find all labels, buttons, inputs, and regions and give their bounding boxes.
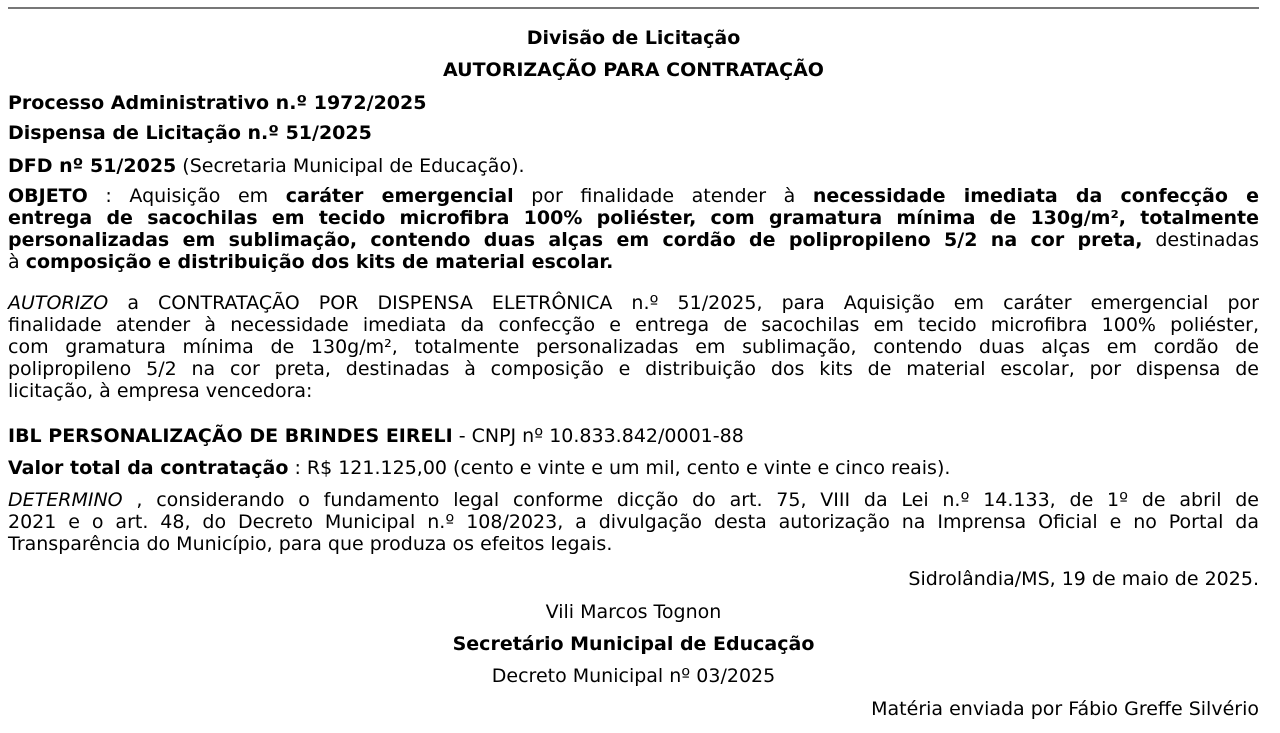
objeto-seg: destinadas bbox=[1142, 229, 1259, 252]
value-text: : R$ 121.125,00 (cento e vinte e um mil, cento e vinte e cinco reais). bbox=[288, 457, 951, 479]
objeto-paragraph bbox=[8, 185, 1259, 273]
autorizo-paragraph bbox=[8, 292, 1259, 402]
objeto-seg: por finalidade atender à bbox=[513, 185, 813, 207]
autorizo-seg: a CONTRATAÇÃO POR DISPENSA ELETRÔNICA n.º 51/2025, para Aquisição em caráter emergencial por bbox=[108, 292, 1259, 314]
objeto-line bbox=[8, 229, 1259, 251]
autorizo-seg: com gramatura mínima de 130g/m², totalmente personalizadas em sublimação, contendo duas alças em cordão de bbox=[8, 336, 1259, 359]
autorizo-line bbox=[8, 358, 1259, 380]
dispensa-number: Dispensa de Licitação n.º 51/2025 bbox=[8, 122, 372, 144]
objeto-seg: : Aquisição em bbox=[87, 185, 286, 207]
place-date: Sidrolândia/MS, 19 de maio de 2025. bbox=[908, 568, 1259, 590]
determino-line bbox=[8, 533, 1259, 555]
value-line bbox=[8, 457, 1259, 479]
determino-line bbox=[8, 489, 1259, 511]
determino-seg: , considerando o fundamento legal conforme dicção do art. 75, VIII da Lei n.º 14.133, de 1º de abril de bbox=[122, 489, 1259, 511]
dfd-label: DFD nº 51/2025 bbox=[8, 155, 177, 177]
determino-seg: DETERMINO bbox=[8, 489, 123, 511]
autorizo-seg: AUTORIZO bbox=[8, 292, 109, 314]
autorizo-line bbox=[8, 314, 1259, 336]
autorizo-seg: polipropileno 5/2 na cor preta, destinadas à composição e distribuição dos kits de material escolar, por dispensa de bbox=[8, 358, 1259, 381]
division-heading: Divisão de Licitação bbox=[526, 27, 741, 49]
determino-seg: 2021 e o art. 48, do Decreto Municipal n.º 108/2023, a divulgação desta autorização na Imprensa Oficial e no Portal da bbox=[8, 511, 1259, 534]
objeto-line bbox=[8, 207, 1259, 229]
determino-line bbox=[8, 511, 1259, 533]
sent-by: Matéria enviada por Fábio Greffe Silvério bbox=[871, 698, 1259, 720]
signatory-decree: Decreto Municipal nº 03/2025 bbox=[491, 665, 776, 687]
company-name: IBL PERSONALIZAÇÃO DE BRINDES EIRELI bbox=[8, 425, 453, 447]
objeto-seg: necessidade imediata da confecção e bbox=[812, 185, 1259, 207]
objeto-seg: entrega de sacochilas em tecido microfibra 100% poliéster, com gramatura mínima de 130g/m², totalmente bbox=[8, 207, 1259, 230]
autorizo-seg: licitação, à empresa vencedora: bbox=[8, 380, 313, 403]
signatory-role: Secretário Municipal de Educação bbox=[452, 633, 815, 655]
autorizo-line bbox=[8, 380, 1259, 402]
objeto-seg: OBJETO bbox=[8, 185, 88, 207]
company-line bbox=[8, 425, 1259, 447]
determino-paragraph bbox=[8, 489, 1259, 555]
top-divider bbox=[8, 7, 1259, 9]
objeto-line bbox=[8, 185, 1259, 207]
determino-seg: Transparência do Município, para que produza os efeitos legais. bbox=[8, 533, 613, 556]
objeto-seg: personalizadas em sublimação, contendo duas alças em cordão de polipropileno 5/2 na cor preta, bbox=[8, 229, 1143, 252]
objeto-seg: composição e distribuição dos kits de material escolar. bbox=[25, 251, 614, 274]
company-cnpj: - CNPJ nº 10.833.842/0001-88 bbox=[452, 425, 744, 447]
value-label: Valor total da contratação bbox=[8, 457, 289, 479]
objeto-seg: caráter emergencial bbox=[285, 185, 514, 207]
signatory-name: Vili Marcos Tognon bbox=[545, 601, 722, 623]
autorizo-seg: finalidade atender à necessidade imediata da confecção e entrega de sacochilas em tecido microfibra 100% poliéster, bbox=[8, 314, 1259, 337]
objeto-line bbox=[8, 251, 1259, 273]
autorizo-line bbox=[8, 292, 1259, 314]
dfd-text: (Secretaria Municipal de Educação). bbox=[176, 155, 525, 177]
document-title: AUTORIZAÇÃO PARA CONTRATAÇÃO bbox=[443, 59, 824, 81]
dfd-line bbox=[8, 155, 1259, 177]
process-number: Processo Administrativo n.º 1972/2025 bbox=[8, 92, 427, 114]
autorizo-line bbox=[8, 336, 1259, 358]
objeto-seg: à bbox=[8, 251, 26, 274]
